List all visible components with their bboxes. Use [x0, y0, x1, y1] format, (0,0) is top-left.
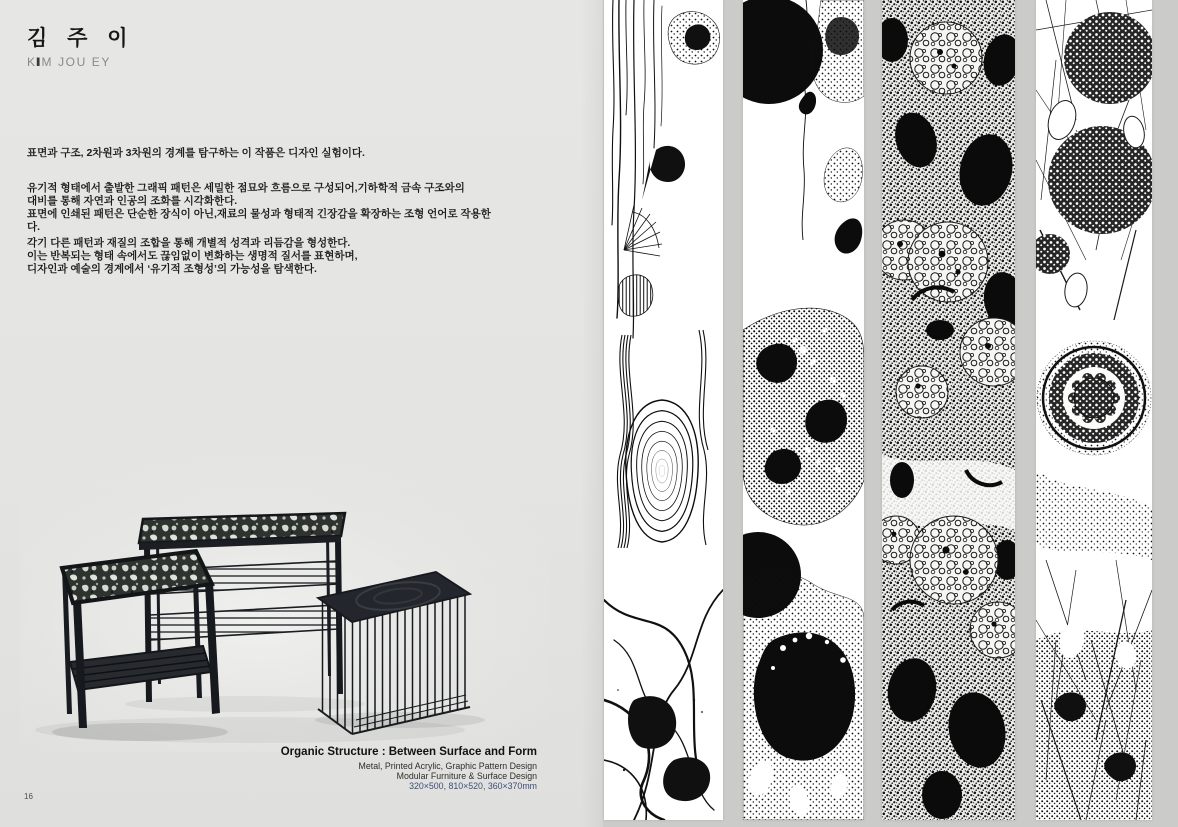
right-page: [603, 0, 1178, 827]
artwork-category: Modular Furniture & Surface Design: [396, 771, 537, 781]
furniture-photo: [20, 462, 550, 752]
artist-name-korean: 김 주 이: [27, 27, 135, 50]
text-line: 표면에 인쇄된 패턴은 단순한 장식이 아닌,재료의 물성과 형태적 긴장감을 확장하는 조형 언어로 작용한다.: [27, 208, 491, 233]
stylized-i-bar: I: [35, 55, 44, 70]
description-paragraph-2: [27, 237, 497, 276]
pattern-strip-3: [882, 0, 1015, 820]
ink-pools-and-stipple-art: [743, 0, 864, 820]
furniture-illustration: [20, 462, 550, 752]
artwork-dimensions: 320×500, 810×520, 360×370mm: [409, 781, 537, 791]
artist-name-block: [27, 26, 135, 69]
text-line: 이는 반복되는 형태 속에서도 끊임없이 변화하는 생명적 질서를 표현하며,: [27, 250, 358, 262]
radial-mandala-and-fibers-art: [1036, 0, 1152, 820]
text-line: 대비를 통해 자연과 인공의 조화를 시각화한다.: [27, 195, 238, 207]
pattern-strip-1: [604, 0, 723, 820]
mandala: [1037, 341, 1151, 455]
text-line: 디자인과 예술의 경계에서 ‘유기적 조형성’의 가능성을 탐색한다.: [27, 263, 317, 275]
text-line: 유기적 형태에서 출발한 그래픽 패턴은 세밀한 점묘와 흐름으로 구성되어,기하학적 금속 구조와의: [27, 182, 465, 194]
artwork-title: Organic Structure : Between Surface and Form: [280, 746, 537, 758]
artist-name-english: KIM JOU EY: [27, 55, 112, 70]
description-paragraph-1: [27, 182, 497, 234]
page-number: 16: [24, 792, 33, 801]
pattern-strip-2: [743, 0, 864, 820]
wire-cube-table: [318, 572, 470, 734]
pattern-strip-4: [1036, 0, 1152, 820]
artwork-material: Metal, Printed Acrylic, Graphic Pattern Design: [358, 761, 537, 771]
text-line: 각기 다른 패턴과 재질의 조합을 통해 개별적 성격과 리듬감을 형성한다.: [27, 237, 351, 249]
intro-paragraph: [27, 147, 497, 160]
ink-drip-and-grain-art: [604, 0, 723, 820]
artwork-caption: [281, 746, 537, 791]
cellular-bubbles-art: [882, 0, 1015, 820]
text-line: 표면과 구조, 2차원과 3차원의 경계를 탐구하는 이 작품은 디자인 실험이다.: [27, 147, 365, 159]
